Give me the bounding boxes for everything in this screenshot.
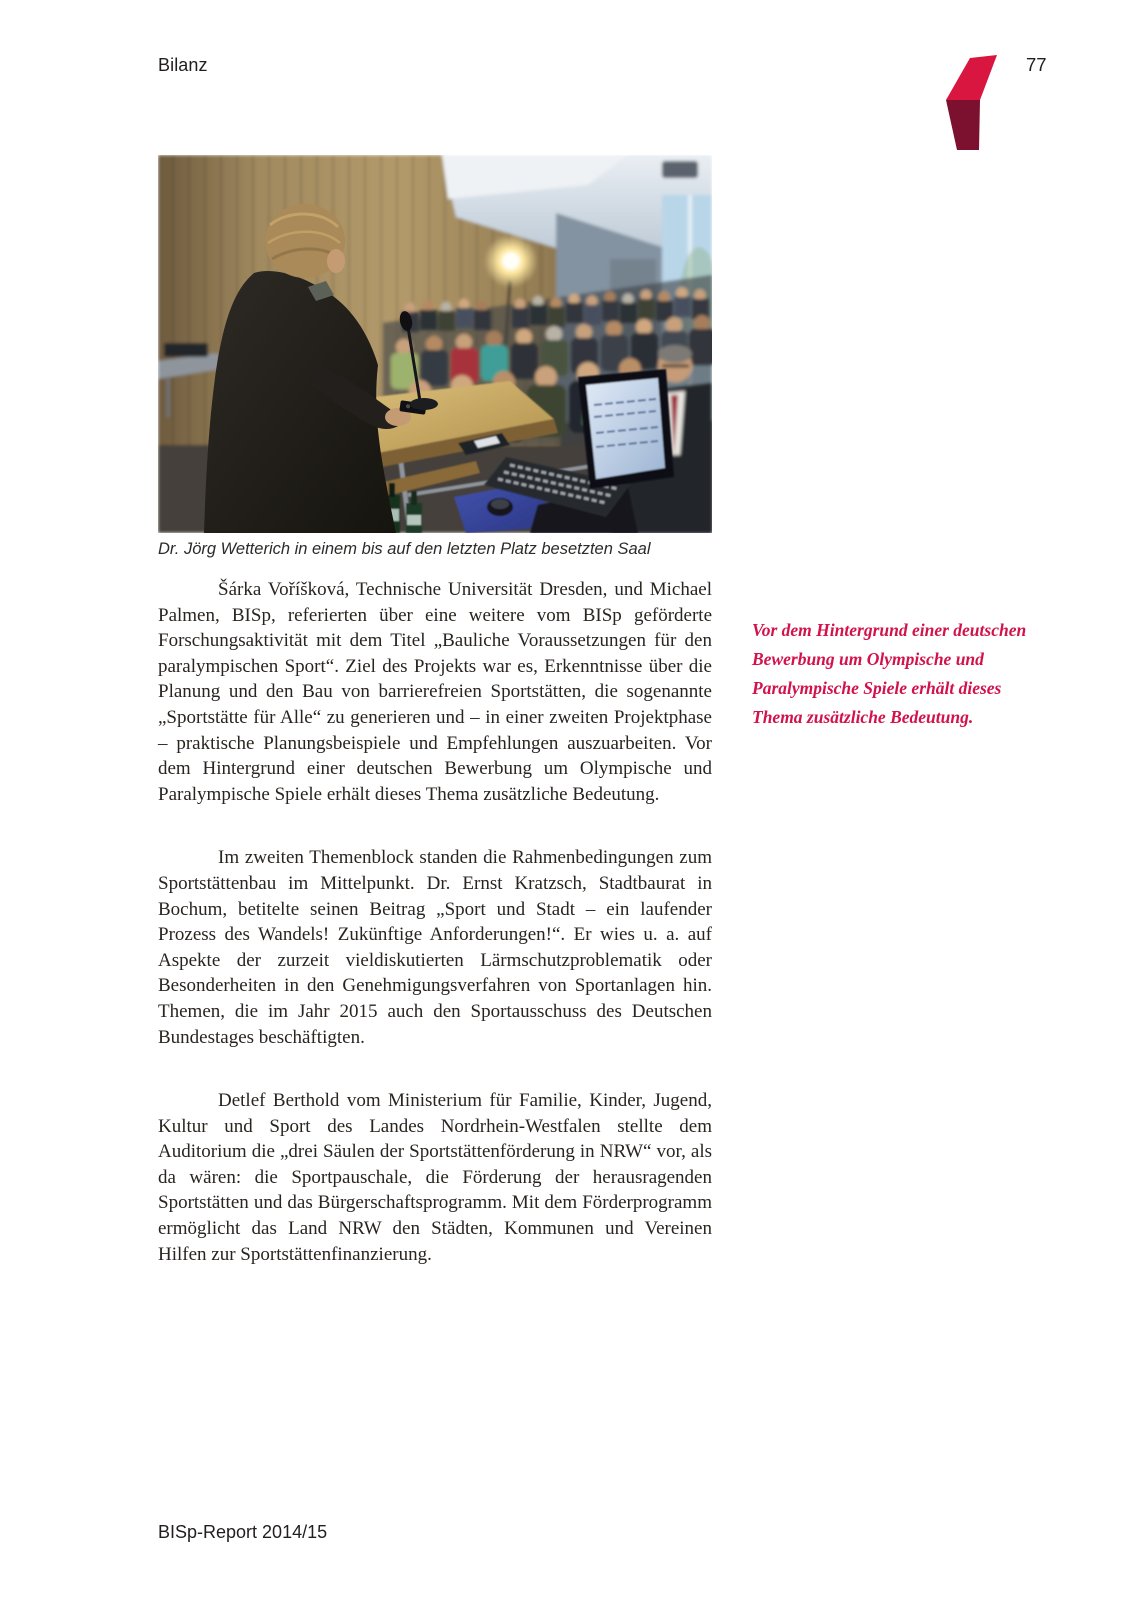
pull-quote: Vor dem Hintergrund einer deutschen Bewerbung um Olympische und Paralympische Spiele erhält dieses Thema zusätzliche Bedeutung. [752, 620, 1027, 727]
body-paragraph: Detlef Berthold vom Ministerium für Familie, Kinder, Jugend, Kultur und Sport des Landes Nordrhein-Westfalen stellte dem Auditorium die „drei Säulen der Sportstättenförderung in NRW“ vor, als da wären: die Sportpauschale, die Förderung der herausragenden Sportstätten und das Bürgerschaftsprogramm. Mit dem Förderprogramm ermöglicht das Land NRW den Städten, Kommunen und Vereinen Hilfen zur Sportstättenfinanzierung. [158, 1090, 712, 1265]
article-body [158, 577, 712, 1267]
bisp-logo-chevron-icon [944, 54, 1000, 152]
page-number: 77 [1026, 54, 1047, 75]
computer-mouse [487, 498, 513, 516]
section-title: Bilanz [158, 55, 208, 75]
conference-audience-photo [158, 155, 712, 533]
conference-photo-figure [158, 155, 712, 558]
photo-caption: Dr. Jörg Wetterich in einem bis auf den letzten Platz besetzten Saal [158, 540, 651, 558]
footer-text: BISp-Report 2014/15 [158, 1522, 328, 1542]
body-paragraph: Im zweiten Themenblock standen die Rahmenbedingungen zum Sportstättenbau im Mittelpunkt. Dr. Ernst Kratzsch, Stadtbaurat in Bochum, betitelte seinen Beitrag „Sport und Stadt – ein laufender Prozess des Wandels! Zukünftige Anforderungen!“. Er wies u. a. auf Aspekte der zurzeit vieldiskutierten Lärmschutzproblematik oder Besonderheiten in den Genehmigungsverfahren von Sportanlagen hin. Themen, die im Jahr 2015 auch den Sportausschuss des Deutschen Bundestages beschäftigten. [158, 847, 712, 1048]
body-paragraph: Šárka Voříšková, Technische Universität Dresden, und Michael Palmen, BISp, referierten über eine weitere vom BISp geförderte Forschungsaktivität mit dem Titel „Bauliche Voraussetzungen für den paralympischen Sport“. Ziel des Projekts war es, Erkenntnisse über die Planung und den Bau von barrierefreien Sportstätten, die sogenannte „Sportstätte für Alle“ zu generieren und – in einer zweiten Projektphase – praktische Planungsbeispiele und Empfehlungen auszuarbeiten. Vor dem Hintergrund einer deutschen Bewerbung um Olympische und Paralympische Spiele erhält dieses Thema zusätzliche Bedeutung. [158, 579, 712, 805]
